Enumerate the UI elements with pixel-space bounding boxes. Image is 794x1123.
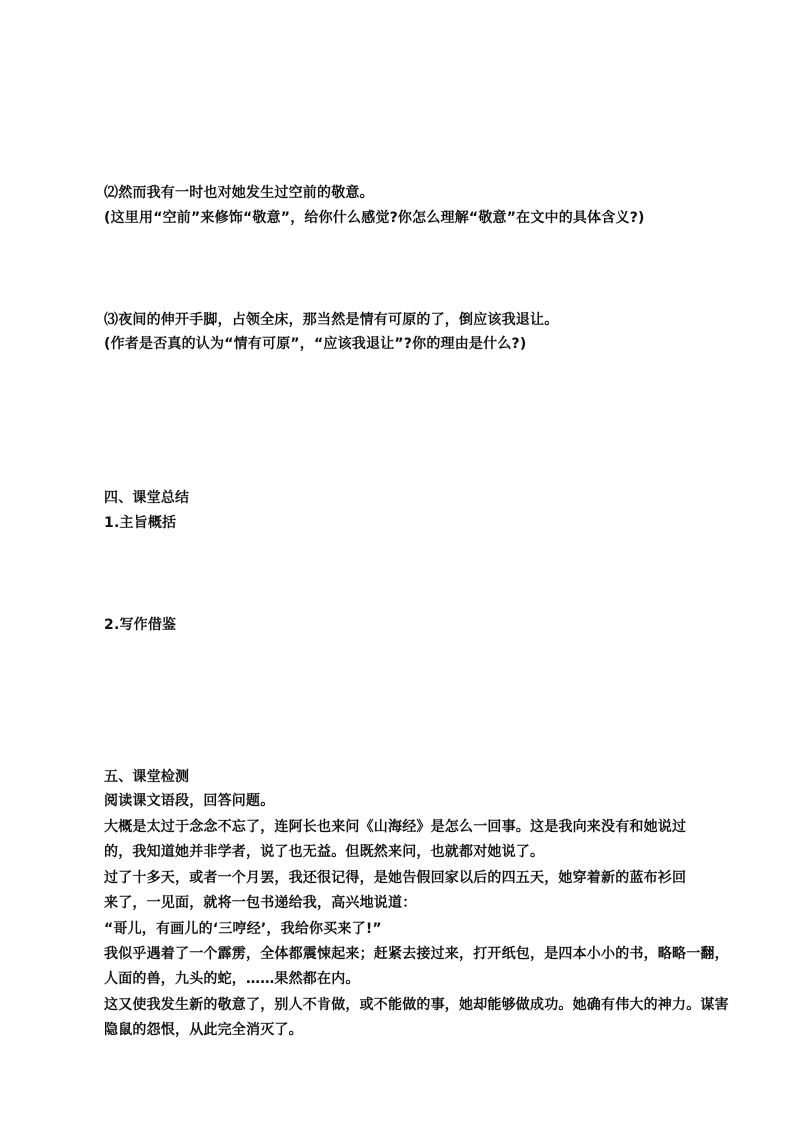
question-2-prompt: (这里用“空前”来修饰“敬意”，给你什么感觉?你怎么理解“敬意”在文中的具体含义?) [104, 210, 645, 226]
passage-line: 隐鼠的怨恨，从此完全消灭了。 [104, 1022, 303, 1038]
question-3-prompt: (作者是否真的认为“情有可原”，“应该我退让”?你的理由是什么?) [104, 336, 527, 352]
passage-line: 的，我知道她并非学者，说了也无益。但既然来问，也就都对她说了。 [104, 844, 545, 860]
passage-line: 来了，一见面，就将一包书递给我，高兴地说道： [104, 895, 417, 911]
section-5-heading: 五、课堂检测 [104, 769, 190, 785]
question-2-sentence: ⑵然而我有一时也对她发生过空前的敬意。 [104, 185, 374, 201]
passage-line: 我似乎遇着了一个霹雳，全体都震悚起来；赶紧去接过来，打开纸包，是四本小小的书，略略一翻， [104, 946, 729, 962]
passage-line: “哥儿，有画儿的‘三哼经’，我给你买来了!” [104, 921, 382, 937]
section-5-instruction: 阅读课文语段，回答问题。 [104, 793, 275, 809]
passage-line: 大概是太过于念念不忘了，连阿长也来问《山海经》是怎么一回事。这是我向来没有和她说过 [104, 819, 687, 835]
passage-line: 人面的兽，九头的蛇，……果然都在内。 [104, 971, 360, 987]
passage-line: 这又使我发生新的敬意了，别人不肯做，或不能做的事，她却能够做成功。她确有伟大的神力。谋害 [104, 997, 729, 1013]
summary-item-main-idea: 1.主旨概括 [104, 515, 177, 531]
summary-item-writing: 2.写作借鉴 [104, 617, 177, 633]
passage-line: 过了十多天，或者一个月罢，我还很记得，是她告假回家以后的四五天，她穿着新的蓝布衫回 [104, 870, 687, 886]
question-3-sentence: ⑶夜间的伸开手脚，占领全床，那当然是情有可原的了，倒应该我退让。 [104, 312, 559, 328]
section-4-heading: 四、课堂总结 [104, 490, 190, 506]
